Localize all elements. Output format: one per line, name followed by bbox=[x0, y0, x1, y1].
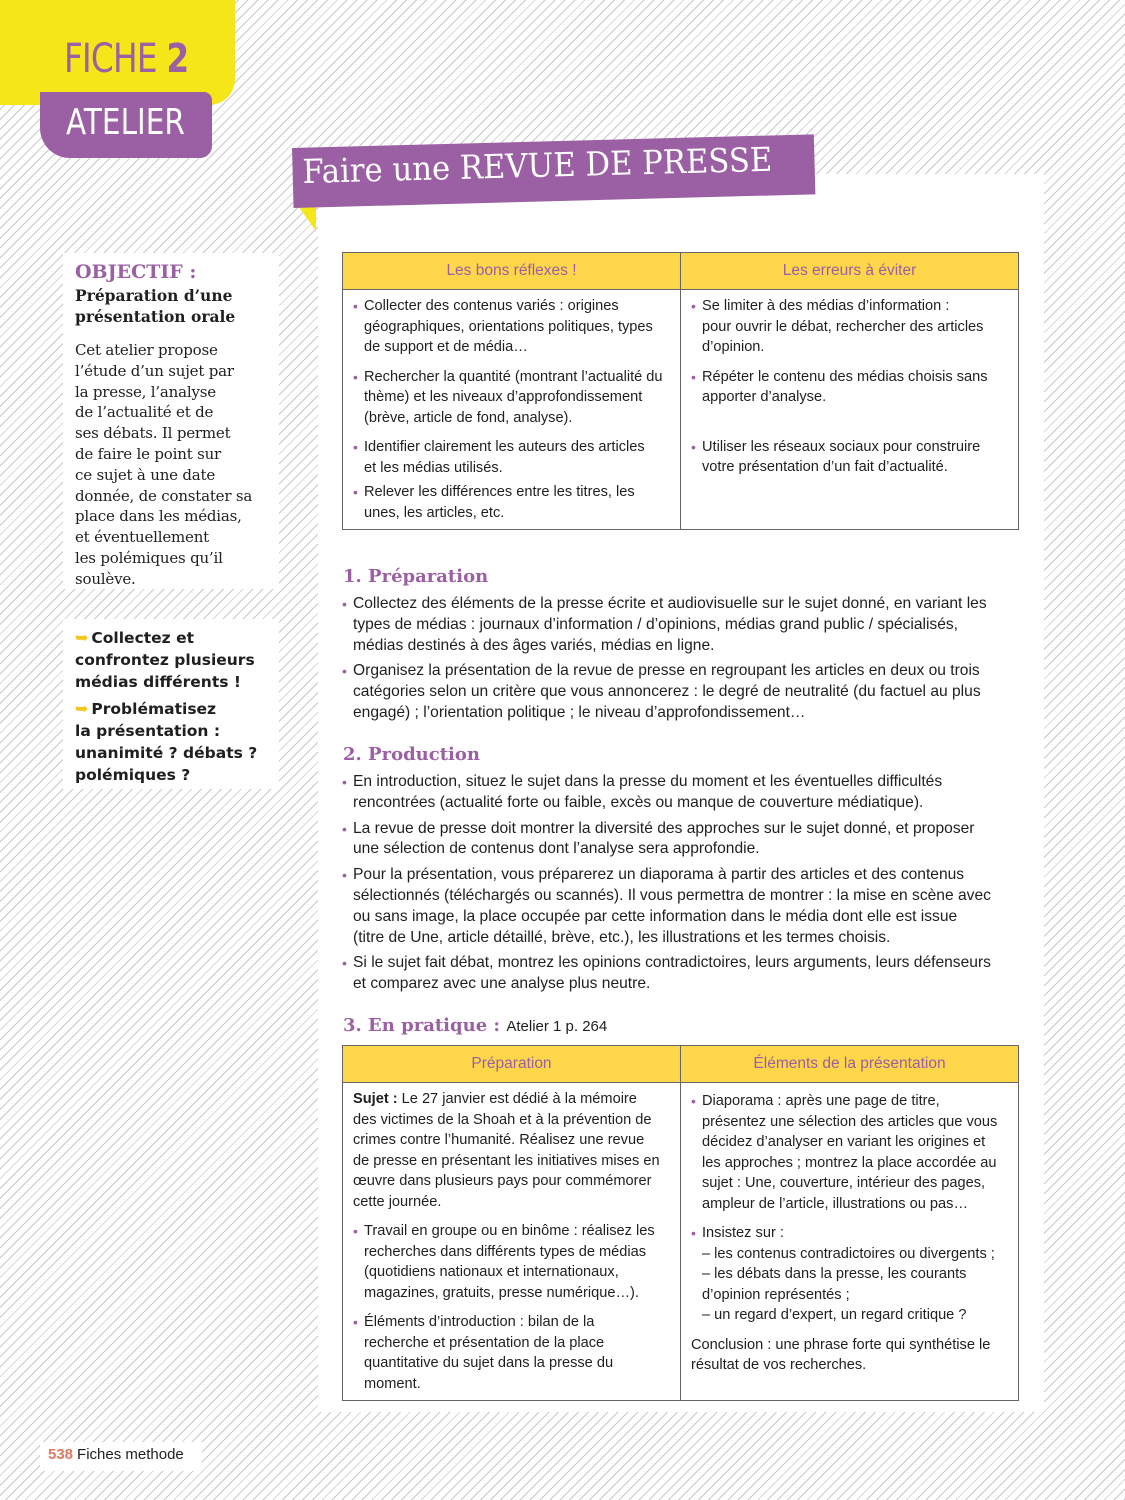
objectif-body: Cet atelier propose l’étude d’un sujet par la presse, l’analyse de l’actualité et de ses débats. Il permet de faire le point sur ce sujet à une date donnée, de constater sa place dans les médias, et éventuellement les polémiques qu’il soulève. bbox=[75, 341, 253, 588]
objectif-box bbox=[63, 253, 279, 589]
footer-label: Fiches methode bbox=[77, 1446, 184, 1463]
list-item: • Travail en groupe ou en binôme : réalisez les recherches dans différents types de médias (quotidiens nationaux et internationaux, magazines, gratuits, presse numérique…). bbox=[353, 1221, 670, 1303]
list-item: • Identifier clairement les auteurs des articles et les médias utilisés. bbox=[353, 437, 670, 478]
list-item: • Organisez la présentation de la revue de presse en regroupant les articles en deux ou trois catégories selon un critère que vous annoncerez : le degré de neutralité (du factuel au plus engagé) ; l’orientation politique ; le niveau d’approfondissement… bbox=[342, 661, 1022, 723]
list-item: • La revue de presse doit montrer la diversité des approches sur le sujet donné, et proposer une sélection de contenus dont l’analyse sera approfondie. bbox=[342, 819, 1022, 861]
list-item: • Si le sujet fait débat, montrez les opinions contradictoires, leurs arguments, leurs défenseurs et comparez avec une analyse plus neutre. bbox=[342, 953, 1022, 995]
tip-item: ➥ Problématisez la présentation : unanimité ? débats ? polémiques ? bbox=[75, 699, 258, 784]
list-item: • Diaporama : après une page de titre, présentez une sélection des articles que vous décidez d’analyser en variant les origines et les approches ; montrez la place accordée au sujet : Une, couverture, intérieur des pages, ampleur de l’article, illustrations ou pas… bbox=[691, 1091, 1008, 1214]
practice-table bbox=[342, 1045, 1019, 1401]
list-item: • Insistez sur : – les contenus contradictoires ou divergents ; – les débats dans la presse, les courants d’opinion représentés ; – un regard d’expert, un regard critique ? bbox=[691, 1223, 1008, 1326]
section-preparation-title: 1. Préparation bbox=[343, 566, 489, 587]
atelier-label: ATELIER bbox=[66, 102, 185, 143]
list-item: • Éléments d’introduction : bilan de la recherche et présentation de la place quantitative du sujet dans la presse du moment. bbox=[353, 1312, 670, 1394]
section-production-body bbox=[342, 772, 1022, 1000]
fiche-label: FICHE 2 bbox=[64, 36, 189, 82]
list-item: • Collecter des contenus variés : origines géographiques, orientations politiques, types de support et de média… bbox=[353, 296, 670, 358]
section-production-title: 2. Production bbox=[343, 744, 480, 765]
reflexes-table bbox=[342, 252, 1019, 530]
arrow-icon: ➥ bbox=[75, 699, 89, 718]
section-preparation-body bbox=[342, 594, 1022, 729]
preparation-header: Préparation bbox=[343, 1046, 681, 1083]
section-pratique-title: 3. En pratique : Atelier 1 p. 264 bbox=[343, 1015, 608, 1036]
tips-box bbox=[63, 619, 279, 789]
sujet-paragraph: Sujet : Le 27 janvier est dédié à la mémoire des victimes de la Shoah et à la prévention de crimes contre l’humanité. Réalisez une revue de presse en présentant les initiatives mises en œuvre dans plusieurs pays pour commémorer cette journée. bbox=[353, 1091, 660, 1210]
page-title: Faire une REVUE DE PRESSE bbox=[302, 139, 773, 191]
objectif-subheading: Préparation d’une présentation orale bbox=[75, 286, 236, 326]
list-item: • Pour la présentation, vous préparerez un diaporama à partir des articles et des contenus sélectionnés (téléchargés ou scannés). Il vous permettra de montrer : la mise en scène avec ou sans image, la place occupée par cette information dans le média dont elle est issue (titre de Une, article détaillé, brève, etc.), les illustrations et les termes choisis. bbox=[342, 865, 1022, 948]
reflexes-cell bbox=[343, 290, 681, 530]
tip-item: ➥ Collectez et confrontez plusieurs médias différents ! bbox=[75, 628, 255, 691]
preparation-cell bbox=[343, 1083, 681, 1401]
page-footer bbox=[40, 1442, 202, 1471]
list-item: • Se limiter à des médias d’information : pour ouvrir le débat, rechercher des articles d’opinion. bbox=[691, 296, 1008, 358]
list-item: • Rechercher la quantité (montrant l’actualité du thème) et les niveaux d’approfondissement (brève, article de fond, analyse). bbox=[353, 367, 670, 429]
elements-cell bbox=[681, 1083, 1019, 1401]
list-item: • En introduction, situez le sujet dans la presse du moment et les éventuelles difficultés rencontrées (actualité forte ou faible, excès ou manque de couverture médiatique). bbox=[342, 772, 1022, 814]
list-item: • Relever les différences entre les titres, les unes, les articles, etc. bbox=[353, 482, 670, 523]
arrow-icon: ➥ bbox=[75, 628, 89, 647]
list-item: • Collectez des éléments de la presse écrite et audiovisuelle sur le sujet donné, en variant les types de médias : journaux d’information / d’opinions, médias grand public / spécialisés, médias destinés à des âges variés, médias en ligne. bbox=[342, 594, 1022, 656]
reflexes-header: Les bons réflexes ! bbox=[343, 253, 681, 290]
atelier-reference: Atelier 1 p. 264 bbox=[506, 1018, 608, 1035]
elements-header: Éléments de la présentation bbox=[681, 1046, 1019, 1083]
conclusion-paragraph: Conclusion : une phrase forte qui synthétise le résultat de vos recherches. bbox=[691, 1336, 991, 1373]
errors-cell bbox=[681, 290, 1019, 530]
list-item: • Utiliser les réseaux sociaux pour construire votre présentation d’un fait d’actualité. bbox=[691, 437, 1008, 478]
objectif-heading: OBJECTIF : bbox=[75, 261, 197, 283]
page-number: 538 bbox=[48, 1446, 74, 1463]
list-item: • Répéter le contenu des médias choisis sans apporter d’analyse. bbox=[691, 367, 1008, 408]
errors-header: Les erreurs à éviter bbox=[681, 253, 1019, 290]
